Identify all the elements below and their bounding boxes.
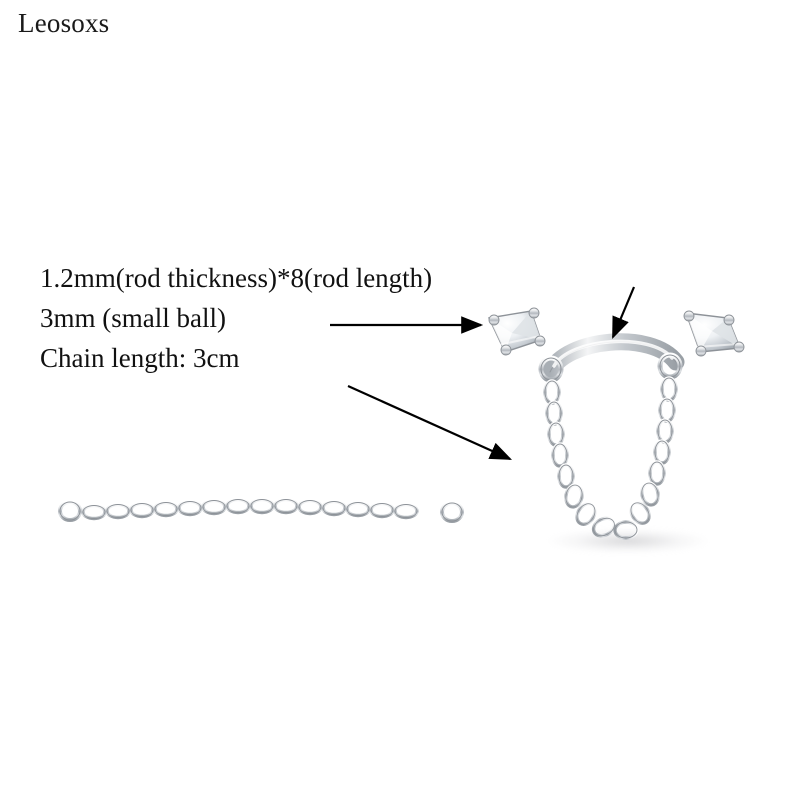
right-gem <box>684 309 744 356</box>
annotation-line-ball: 3mm (small ball) <box>40 303 226 333</box>
hanging-chain <box>545 378 676 539</box>
annotation-text-block <box>40 258 640 378</box>
arrow-to-chain <box>348 386 510 459</box>
reflection-shadow <box>548 528 708 554</box>
annotation-line-chain: Chain length: 3cm <box>40 343 240 373</box>
brand-watermark: Leosoxs <box>18 8 110 38</box>
extension-chain-graphic <box>60 500 462 522</box>
annotation-line-rod: 1.2mm(rod thickness)*8(rod length) <box>40 263 433 293</box>
